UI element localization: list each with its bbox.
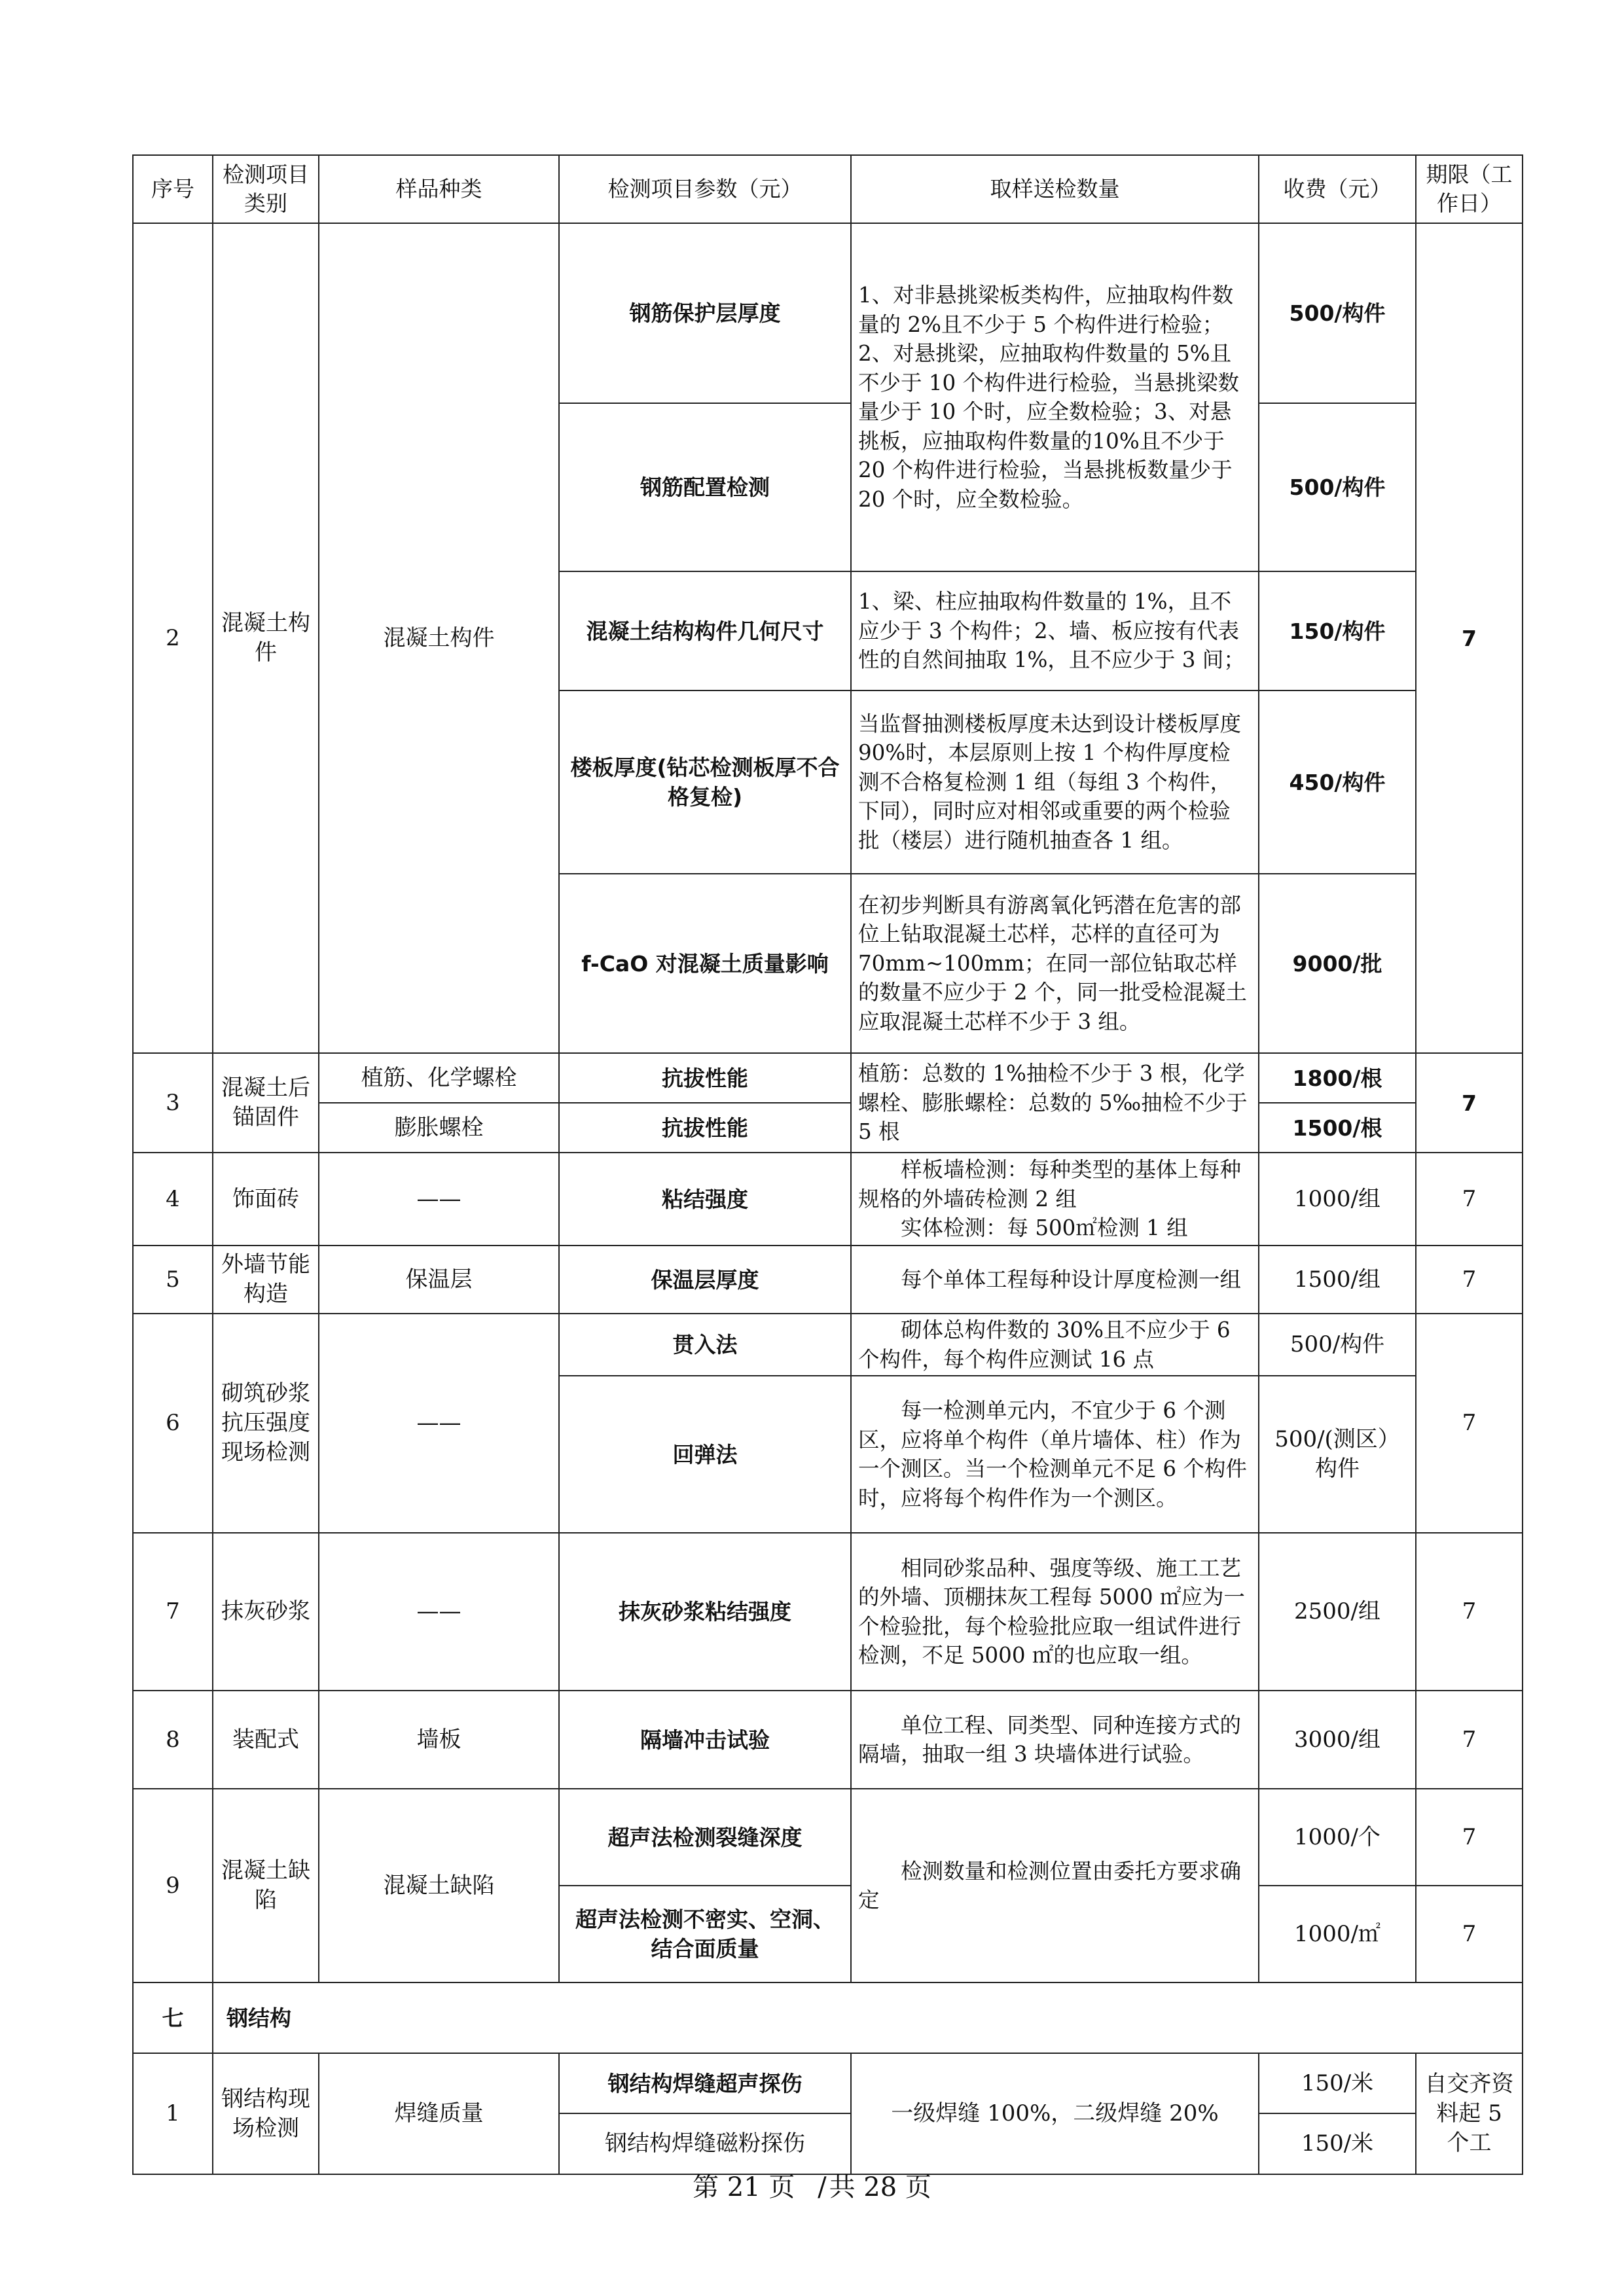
steel-sample: 焊缝质量 (319, 2053, 559, 2174)
row5-param: 保温层厚度 (559, 1246, 851, 1314)
row9-param-2: 超声法检测不密实、空洞、结合面质量 (559, 1886, 851, 1982)
header-category: 检测项目类别 (213, 155, 319, 223)
section-row (133, 1982, 1523, 2053)
row6-param-1: 贯入法 (559, 1314, 851, 1376)
row8-quantity: 单位工程、同类型、同种连接方式的隔墙，抽取一组 3 块墙体进行试验。 (851, 1691, 1259, 1789)
header-period: 期限（工作日） (1416, 155, 1523, 223)
row3-quantity: 植筋：总数的 1%抽检不少于 3 根，化学螺栓、膨胀螺栓：总数的 5‰抽检不少于 5 根 (851, 1053, 1259, 1153)
row3-sample-1: 植筋、化学螺栓 (319, 1053, 559, 1103)
row2-fee-3: 150/构件 (1259, 571, 1416, 691)
row6-seq: 6 (133, 1314, 213, 1533)
row4-quantity-line-1: 样板墙检测：每种类型的基体上每种规格的外墙砖检测 2 组 (858, 1157, 1242, 1211)
row6-param-2: 回弹法 (559, 1376, 851, 1533)
header-quantity: 取样送检数量 (851, 155, 1259, 223)
row2-quantity-5: 在初步判断具有游离氧化钙潜在危害的部位上钻取混凝土芯样，芯样的直径可为 70mm~100mm；在同一部位钻取芯样的数量不应少于 2 个，同一批受检混凝土应取混凝土芯样不少于 3 组。 (851, 874, 1259, 1053)
row3-sample-2: 膨胀螺栓 (319, 1103, 559, 1153)
row3-period: 7 (1416, 1053, 1523, 1153)
header-seq: 序号 (133, 155, 213, 223)
steel-seq: 1 (133, 2053, 213, 2174)
table-row (133, 1053, 1523, 1103)
row9-period-1: 7 (1416, 1789, 1523, 1886)
table-row (133, 1314, 1523, 1376)
row8-seq: 8 (133, 1691, 213, 1789)
row2-seq: 2 (133, 223, 213, 1053)
row3-fee-2: 1500/根 (1259, 1103, 1416, 1153)
row4-category: 饰面砖 (213, 1153, 319, 1246)
row8-param: 隔墙冲击试验 (559, 1691, 851, 1789)
row3-param-1: 抗拔性能 (559, 1053, 851, 1103)
row4-period: 7 (1416, 1153, 1523, 1246)
header-fee: 收费（元） (1259, 155, 1416, 223)
row2-quantity-1: 1、对非悬挑梁板类构件，应抽取构件数量的 2%且不少于 5 个构件进行检验；2、对悬挑梁，应抽取构件数量的 5%且不少于 10 个构件进行检验，当悬挑梁数量少于 10 个时，应全数检验；3、对悬挑板，应抽取构件数量的10%且不少于 20 个构件进行检验，当悬挑板数量少于 20 个时，应全数检验。 (851, 223, 1259, 571)
row7-period: 7 (1416, 1533, 1523, 1691)
row5-fee: 1500/组 (1259, 1246, 1416, 1314)
row8-period: 7 (1416, 1691, 1523, 1789)
row5-category: 外墙节能构造 (213, 1246, 319, 1314)
row5-sample: 保温层 (319, 1246, 559, 1314)
row2-quantity-4: 当监督抽测楼板厚度未达到设计楼板厚度 90%时，本层原则上按 1 个构件厚度检测不合格复检测 1 组（每组 3 个构件，下同），同时应对相邻或重要的两个检验批（楼层）进行随机抽查各 1 组。 (851, 691, 1259, 874)
row4-sample: —— (319, 1153, 559, 1246)
row2-fee-5: 9000/批 (1259, 874, 1416, 1053)
section-number: 七 (133, 1982, 213, 2053)
table-row (133, 1246, 1523, 1314)
row2-sample: 混凝土构件 (319, 223, 559, 1053)
row7-sample: —— (319, 1533, 559, 1691)
row9-param-1: 超声法检测裂缝深度 (559, 1789, 851, 1886)
fee-schedule-table (132, 154, 1523, 2175)
row2-quantity-3: 1、梁、柱应抽取构件数量的 1%，且不应少于 3 个构件；2、墙、板应按有代表性的自然间抽取 1%，且不应少于 3 间； (851, 571, 1259, 691)
row2-period: 7 (1416, 223, 1523, 1053)
steel-fee-2: 150/米 (1259, 2113, 1416, 2174)
row6-quantity-2: 每一检测单元内，不宜少于 6 个测区，应将单个构件（单片墙体、柱）作为一个测区。当一个检测单元不足 6 个构件时，应将每个构件作为一个测区。 (851, 1376, 1259, 1533)
steel-period: 自交齐资料起 5 个工 (1416, 2053, 1523, 2174)
steel-quantity: 一级焊缝 100%，二级焊缝 20% (851, 2053, 1259, 2174)
row7-param: 抹灰砂浆粘结强度 (559, 1533, 851, 1691)
row7-fee: 2500/组 (1259, 1533, 1416, 1691)
row6-fee-2: 500/(测区）构件 (1259, 1376, 1416, 1533)
footer-total: 共 28 页 (829, 2172, 931, 2202)
row7-category: 抹灰砂浆 (213, 1533, 319, 1691)
row4-quantity-line-2: 实体检测：每 500㎡检测 1 组 (901, 1215, 1188, 1241)
header-row (133, 155, 1523, 223)
steel-category: 钢结构现场检测 (213, 2053, 319, 2174)
row2-fee-1: 500/构件 (1259, 223, 1416, 403)
table-row (133, 1533, 1523, 1691)
header-sample: 样品种类 (319, 155, 559, 223)
header-param: 检测项目参数（元） (559, 155, 851, 223)
row3-fee-1: 1800/根 (1259, 1053, 1416, 1103)
row2-param-4: 楼板厚度(钻芯检测板厚不合格复检) (559, 691, 851, 874)
row9-quantity: 检测数量和检测位置由委托方要求确定 (851, 1789, 1259, 1982)
row2-fee-4: 450/构件 (1259, 691, 1416, 874)
row3-category: 混凝土后锚固件 (213, 1053, 319, 1153)
row7-quantity: 相同砂浆品种、强度等级、施工工艺的外墙、顶棚抹灰工程每 5000 ㎡应为一个检验批，每个检验批应取一组试件进行检测，不足 5000 ㎡的也应取一组。 (851, 1533, 1259, 1691)
row9-seq: 9 (133, 1789, 213, 1982)
row5-quantity: 每个单体工程每种设计厚度检测一组 (851, 1246, 1259, 1314)
row9-sample: 混凝土缺陷 (319, 1789, 559, 1982)
footer-separator: / (818, 2172, 827, 2202)
row9-fee-2: 1000/㎡ (1259, 1886, 1416, 1982)
row2-fee-2: 500/构件 (1259, 403, 1416, 571)
row8-category: 装配式 (213, 1691, 319, 1789)
table-row (133, 1153, 1523, 1246)
row9-category: 混凝土缺陷 (213, 1789, 319, 1982)
row2-param-2: 钢筋配置检测 (559, 403, 851, 571)
table-row (133, 1789, 1523, 1886)
row2-param-5: f-CaO 对混凝土质量影响 (559, 874, 851, 1053)
row3-param-2: 抗拔性能 (559, 1103, 851, 1153)
footer-page: 第 21 页 (693, 2172, 795, 2202)
row3-seq: 3 (133, 1053, 213, 1153)
row4-param: 粘结强度 (559, 1153, 851, 1246)
table-row (133, 1691, 1523, 1789)
row5-period: 7 (1416, 1246, 1523, 1314)
row9-fee-1: 1000/个 (1259, 1789, 1416, 1886)
row2-category: 混凝土构件 (213, 223, 319, 1053)
table-row (133, 2053, 1523, 2113)
row2-param-1: 钢筋保护层厚度 (559, 223, 851, 403)
row8-sample: 墙板 (319, 1691, 559, 1789)
row9-period-2: 7 (1416, 1886, 1523, 1982)
row6-period: 7 (1416, 1314, 1523, 1533)
row6-category: 砌筑砂浆抗压强度现场检测 (213, 1314, 319, 1533)
steel-fee-1: 150/米 (1259, 2053, 1416, 2113)
steel-param-1: 钢结构焊缝超声探伤 (559, 2053, 851, 2113)
page-footer (0, 2166, 1624, 2204)
row7-seq: 7 (133, 1533, 213, 1691)
row8-fee: 3000/组 (1259, 1691, 1416, 1789)
row6-quantity-1: 砌体总构件数的 30%且不应少于 6 个构件，每个构件应测试 16 点 (851, 1314, 1259, 1376)
steel-param-2: 钢结构焊缝磁粉探伤 (559, 2113, 851, 2174)
section-title: 钢结构 (213, 1982, 1523, 2053)
row6-sample: —— (319, 1314, 559, 1533)
table-row (133, 1103, 1523, 1153)
row4-fee: 1000/组 (1259, 1153, 1416, 1246)
row4-quantity (851, 1153, 1259, 1246)
row2-param-3: 混凝土结构构件几何尺寸 (559, 571, 851, 691)
table-row (133, 223, 1523, 403)
row5-seq: 5 (133, 1246, 213, 1314)
row6-fee-1: 500/构件 (1259, 1314, 1416, 1376)
row4-seq: 4 (133, 1153, 213, 1246)
